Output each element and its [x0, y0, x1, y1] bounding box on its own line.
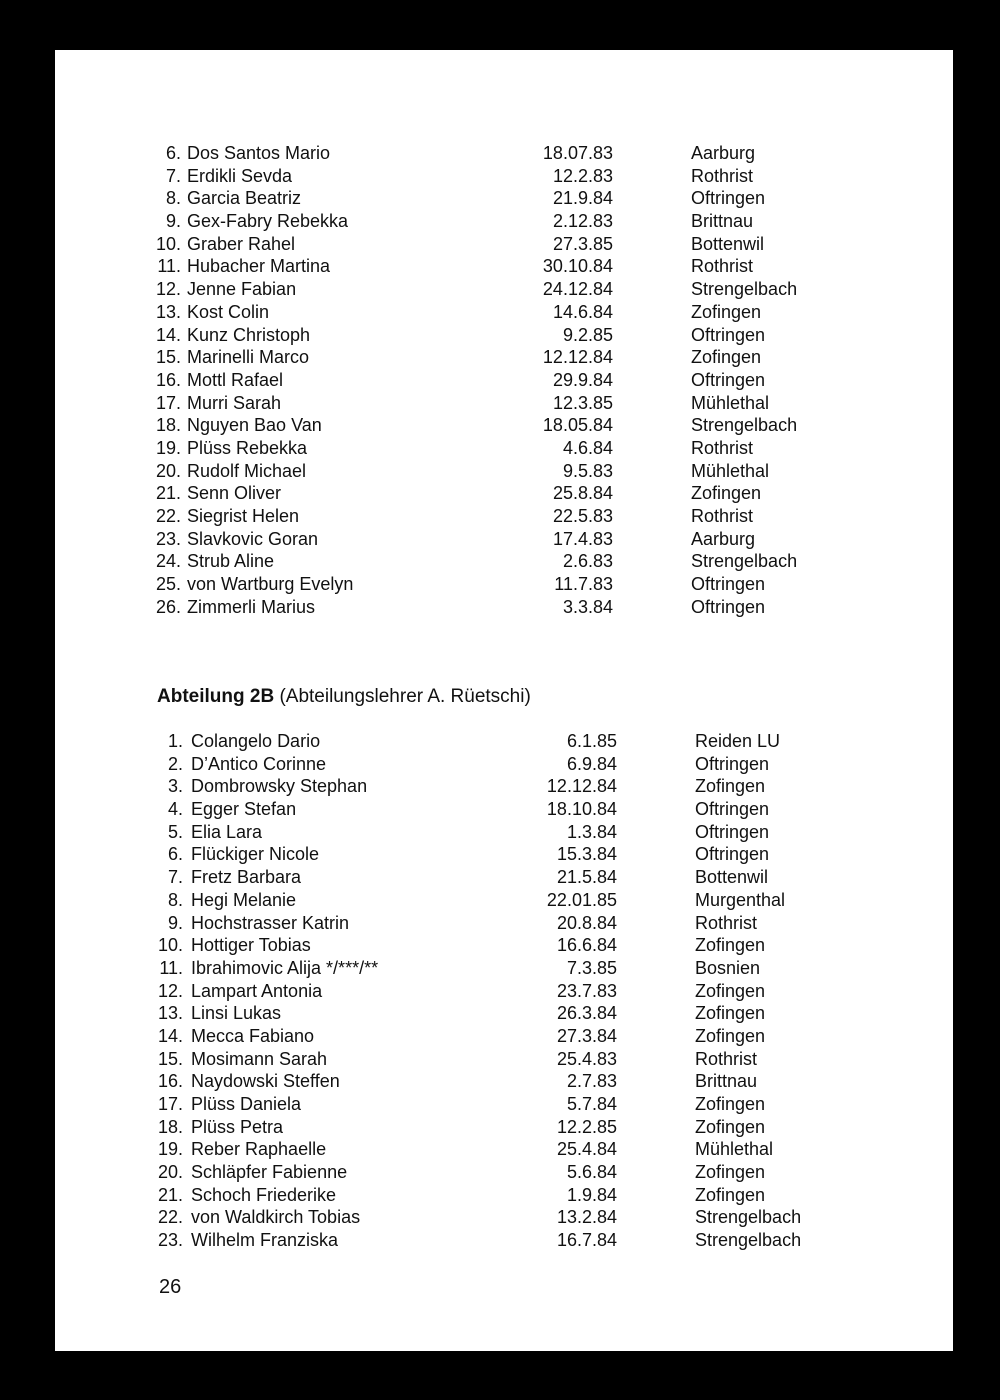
item-number: 19.: [157, 1139, 183, 1160]
student-name: Egger Stefan: [191, 799, 297, 820]
student-name: Rudolf Michael: [187, 460, 307, 481]
student-name: Siegrist Helen: [187, 506, 300, 526]
hometown: Rothrist: [691, 437, 754, 458]
list-item: [55, 1206, 953, 1229]
student-name: Mottl Rafael: [187, 369, 284, 390]
birth-date: 23.7.83: [556, 980, 617, 1001]
item-number: 6.: [167, 844, 183, 865]
item-number: 4.: [167, 799, 183, 820]
item-number: 21.: [155, 483, 181, 504]
student-name: Mecca Fabiano: [191, 1025, 315, 1046]
list-item: [55, 505, 953, 528]
birth-date: 3.3.84: [562, 596, 613, 617]
list-item: [55, 866, 953, 889]
list-item: [55, 1161, 953, 1184]
student-name: Plüss Rebekka: [187, 437, 308, 458]
birth-date: 21.5.84: [556, 867, 617, 888]
item-number: 24.: [155, 551, 181, 572]
item-number: 14.: [155, 324, 181, 345]
birth-date: 15.3.84: [556, 844, 617, 865]
item-number: 18.: [157, 1116, 183, 1137]
hometown: Zofingen: [691, 301, 762, 322]
birth-date: 4.6.84: [562, 437, 613, 458]
item-number: 14.: [157, 1025, 183, 1046]
list-item: [55, 1093, 953, 1116]
item-number: 16.: [157, 1071, 183, 1092]
list-item: [55, 550, 953, 573]
student-list-2b: [55, 730, 953, 1252]
list-item: [55, 369, 953, 392]
student-name: Strub Aline: [187, 551, 275, 572]
section-heading-2b: [157, 686, 531, 708]
list-item: [55, 1116, 953, 1139]
birth-date: 2.6.83: [562, 551, 613, 572]
hometown: Bottenwil: [695, 867, 769, 888]
birth-date: 25.8.84: [552, 483, 613, 504]
student-name: von Waldkirch Tobias: [191, 1207, 361, 1228]
item-number: 8.: [165, 188, 181, 209]
list-item: [55, 912, 953, 935]
hometown: Oftringen: [695, 799, 770, 820]
student-name: Plüss Petra: [191, 1116, 284, 1137]
student-name: Ibrahimovic Alija */***/**: [191, 957, 379, 978]
list-item: [55, 753, 953, 776]
list-item: [55, 573, 953, 596]
item-number: 5.: [167, 821, 183, 842]
birth-date: 5.7.84: [566, 1094, 617, 1114]
item-number: 13.: [155, 301, 181, 322]
list-item: [55, 165, 953, 188]
birth-date: 25.4.83: [556, 1048, 617, 1069]
birth-date: 9.2.85: [562, 324, 613, 345]
student-name: Erdikli Sevda: [187, 165, 293, 186]
student-name: Schläpfer Fabienne: [191, 1162, 348, 1183]
list-item: [55, 843, 953, 866]
section-heading-bold: Abteilung 2B: [157, 686, 275, 707]
student-name: Murri Sarah: [187, 392, 282, 413]
hometown: Rothrist: [691, 506, 754, 526]
section-heading-teacher: (Abteilungslehrer A. Rüetschi): [274, 686, 531, 707]
student-name: Mosimann Sarah: [191, 1048, 328, 1069]
birth-date: 27.3.84: [556, 1025, 617, 1046]
birth-date: 1.9.84: [566, 1184, 617, 1205]
hometown: Zofingen: [695, 935, 766, 956]
birth-date: 2.12.83: [552, 211, 613, 232]
birth-date: 22.5.83: [552, 506, 613, 526]
item-number: 26.: [155, 596, 181, 617]
student-name: Nguyen Bao Van: [187, 415, 322, 436]
hometown: Zofingen: [695, 1094, 766, 1114]
item-number: 18.: [155, 415, 181, 436]
student-name: von Wartburg Evelyn: [187, 574, 354, 595]
list-item: [55, 980, 953, 1003]
list-item: [55, 889, 953, 912]
hometown: Zofingen: [695, 1162, 766, 1183]
birth-date: 17.4.83: [552, 528, 613, 549]
item-number: 10.: [157, 935, 183, 956]
item-number: 13.: [157, 1003, 183, 1024]
birth-date: 6.9.84: [566, 753, 617, 774]
list-item: [55, 775, 953, 798]
item-number: 23.: [155, 528, 181, 549]
student-name: Gex-Fabry Rebekka: [187, 211, 349, 232]
page-number: 26: [159, 1276, 182, 1298]
hometown: Rothrist: [691, 256, 754, 277]
list-item: [55, 1138, 953, 1161]
student-name: Kunz Christoph: [187, 324, 311, 345]
item-number: 17.: [157, 1094, 183, 1114]
hometown: Oftringen: [695, 821, 770, 842]
birth-date: 5.6.84: [566, 1162, 617, 1183]
student-name: Plüss Daniela: [191, 1094, 302, 1114]
hometown: Brittnau: [695, 1071, 758, 1092]
hometown: Oftringen: [691, 369, 766, 390]
student-name: Kost Colin: [187, 301, 270, 322]
student-name: Linsi Lukas: [191, 1003, 282, 1024]
hometown: Mühlethal: [691, 392, 770, 413]
list-item: [55, 437, 953, 460]
item-number: 9.: [167, 912, 183, 933]
list-item: [55, 1002, 953, 1025]
item-number: 22.: [157, 1207, 183, 1228]
list-item: [55, 414, 953, 437]
hometown: Oftringen: [691, 574, 766, 595]
student-name: Zimmerli Marius: [187, 596, 315, 617]
birth-date: 20.8.84: [556, 912, 617, 933]
list-item: [55, 210, 953, 233]
item-number: 2.: [167, 753, 183, 774]
item-number: 23.: [157, 1230, 183, 1251]
birth-date: 7.3.85: [566, 957, 617, 978]
list-item: [55, 233, 953, 256]
student-name: Garcia Beatriz: [187, 188, 302, 209]
birth-date: 12.2.85: [556, 1116, 617, 1137]
birth-date: 18.05.84: [542, 415, 613, 436]
list-item: [55, 730, 953, 753]
item-number: 9.: [165, 211, 181, 232]
list-item: [55, 1025, 953, 1048]
hometown: Brittnau: [691, 211, 754, 232]
birth-date: 14.6.84: [552, 301, 613, 322]
hometown: Strengelbach: [691, 415, 798, 436]
list-item: [55, 460, 953, 483]
item-number: 19.: [155, 437, 181, 458]
item-number: 17.: [155, 392, 181, 413]
student-name: Senn Oliver: [187, 483, 282, 504]
list-item: [55, 1070, 953, 1093]
birth-date: 12.12.84: [546, 776, 617, 797]
item-number: 11.: [159, 957, 183, 978]
hometown: Aarburg: [691, 143, 756, 163]
list-item: [55, 1048, 953, 1071]
birth-date: 30.10.84: [542, 256, 613, 277]
list-item: [55, 1229, 953, 1252]
hometown: Rothrist: [695, 1048, 758, 1069]
student-name: Jenne Fabian: [187, 279, 297, 300]
list-item: [55, 392, 953, 415]
hometown: Mühlethal: [695, 1139, 774, 1160]
item-number: 15.: [155, 347, 181, 368]
hometown: Strengelbach: [695, 1207, 802, 1228]
hometown: Reiden LU: [695, 731, 781, 751]
student-name: Marinelli Marco: [187, 347, 310, 368]
item-number: 20.: [155, 460, 181, 481]
list-item: [55, 596, 953, 619]
birth-date: 25.4.84: [556, 1139, 617, 1160]
student-name: D’Antico Corinne: [191, 753, 327, 774]
list-item: [55, 934, 953, 957]
hometown: Zofingen: [695, 1116, 766, 1137]
item-number: 1.: [167, 731, 183, 751]
list-item: [55, 142, 953, 165]
list-item: [55, 187, 953, 210]
hometown: Zofingen: [695, 1025, 766, 1046]
student-name: Wilhelm Franziska: [191, 1230, 339, 1251]
birth-date: 18.10.84: [546, 799, 617, 820]
student-name: Slavkovic Goran: [187, 528, 319, 549]
hometown: Zofingen: [691, 347, 762, 368]
hometown: Rothrist: [691, 165, 754, 186]
item-number: 21.: [157, 1184, 183, 1205]
birth-date: 13.2.84: [556, 1207, 617, 1228]
item-number: 6.: [165, 143, 181, 163]
item-number: 22.: [155, 506, 181, 526]
student-name: Schoch Friederike: [191, 1184, 337, 1205]
list-item: [55, 482, 953, 505]
birth-date: 12.12.84: [542, 347, 613, 368]
list-item: [55, 346, 953, 369]
hometown: Bosnien: [695, 957, 761, 978]
birth-date: 11.7.83: [554, 574, 613, 595]
hometown: Strengelbach: [691, 551, 798, 572]
student-name: Hochstrasser Katrin: [191, 912, 350, 933]
student-name: Naydowski Steffen: [191, 1071, 340, 1092]
list-item: [55, 324, 953, 347]
student-name: Hubacher Martina: [187, 256, 331, 277]
item-number: 20.: [157, 1162, 183, 1183]
list-item: [55, 821, 953, 844]
item-number: 8.: [167, 889, 183, 910]
student-name: Graber Rahel: [187, 233, 296, 254]
item-number: 11.: [157, 256, 181, 277]
hometown: Zofingen: [695, 980, 766, 1001]
hometown: Zofingen: [691, 483, 762, 504]
hometown: Mühlethal: [691, 460, 770, 481]
hometown: Aarburg: [691, 528, 756, 549]
birth-date: 6.1.85: [566, 731, 617, 751]
list-item: [55, 798, 953, 821]
student-name: Hottiger Tobias: [191, 935, 311, 956]
hometown: Bottenwil: [691, 233, 765, 254]
birth-date: 12.3.85: [552, 392, 613, 413]
item-number: 12.: [155, 279, 181, 300]
item-number: 12.: [157, 980, 183, 1001]
student-name: Flückiger Nicole: [191, 844, 320, 865]
birth-date: 22.01.85: [546, 889, 617, 910]
student-name: Lampart Antonia: [191, 980, 323, 1001]
birth-date: 9.5.83: [562, 460, 613, 481]
birth-date: 29.9.84: [552, 369, 613, 390]
item-number: 25.: [155, 574, 181, 595]
birth-date: 24.12.84: [542, 279, 613, 300]
birth-date: 2.7.83: [566, 1071, 617, 1092]
list-item: [55, 957, 953, 980]
student-name: Dombrowsky Stephan: [191, 776, 368, 797]
birth-date: 26.3.84: [556, 1003, 617, 1024]
birth-date: 18.07.83: [542, 143, 613, 163]
student-list-2a-continued: [55, 142, 953, 618]
hometown: Oftringen: [695, 844, 770, 865]
item-number: 3.: [167, 776, 183, 797]
list-item: [55, 301, 953, 324]
list-item: [55, 255, 953, 278]
hometown: Strengelbach: [695, 1230, 802, 1251]
birth-date: 27.3.85: [552, 233, 613, 254]
hometown: Oftringen: [691, 324, 766, 345]
student-name: Hegi Melanie: [191, 889, 297, 910]
student-name: Dos Santos Mario: [187, 143, 331, 163]
birth-date: 16.7.84: [556, 1230, 617, 1251]
item-number: 7.: [165, 165, 181, 186]
student-name: Reber Raphaelle: [191, 1139, 327, 1160]
hometown: Zofingen: [695, 776, 766, 797]
item-number: 16.: [155, 369, 181, 390]
birth-date: 1.3.84: [566, 821, 617, 842]
hometown: Rothrist: [695, 912, 758, 933]
item-number: 7.: [167, 867, 183, 888]
hometown: Oftringen: [691, 596, 766, 617]
hometown: Oftringen: [691, 188, 766, 209]
birth-date: 16.6.84: [556, 935, 617, 956]
birth-date: 12.2.83: [552, 165, 613, 186]
hometown: Zofingen: [695, 1003, 766, 1024]
item-number: 15.: [157, 1048, 183, 1069]
item-number: 10.: [155, 233, 181, 254]
list-item: [55, 528, 953, 551]
list-item: [55, 278, 953, 301]
student-name: Fretz Barbara: [191, 867, 302, 888]
birth-date: 21.9.84: [552, 188, 613, 209]
list-item: [55, 1184, 953, 1207]
student-name: Colangelo Dario: [191, 731, 321, 751]
document-page: [55, 50, 953, 1351]
student-name: Elia Lara: [191, 821, 263, 842]
hometown: Murgenthal: [695, 889, 786, 910]
hometown: Strengelbach: [691, 279, 798, 300]
hometown: Zofingen: [695, 1184, 766, 1205]
hometown: Oftringen: [695, 753, 770, 774]
